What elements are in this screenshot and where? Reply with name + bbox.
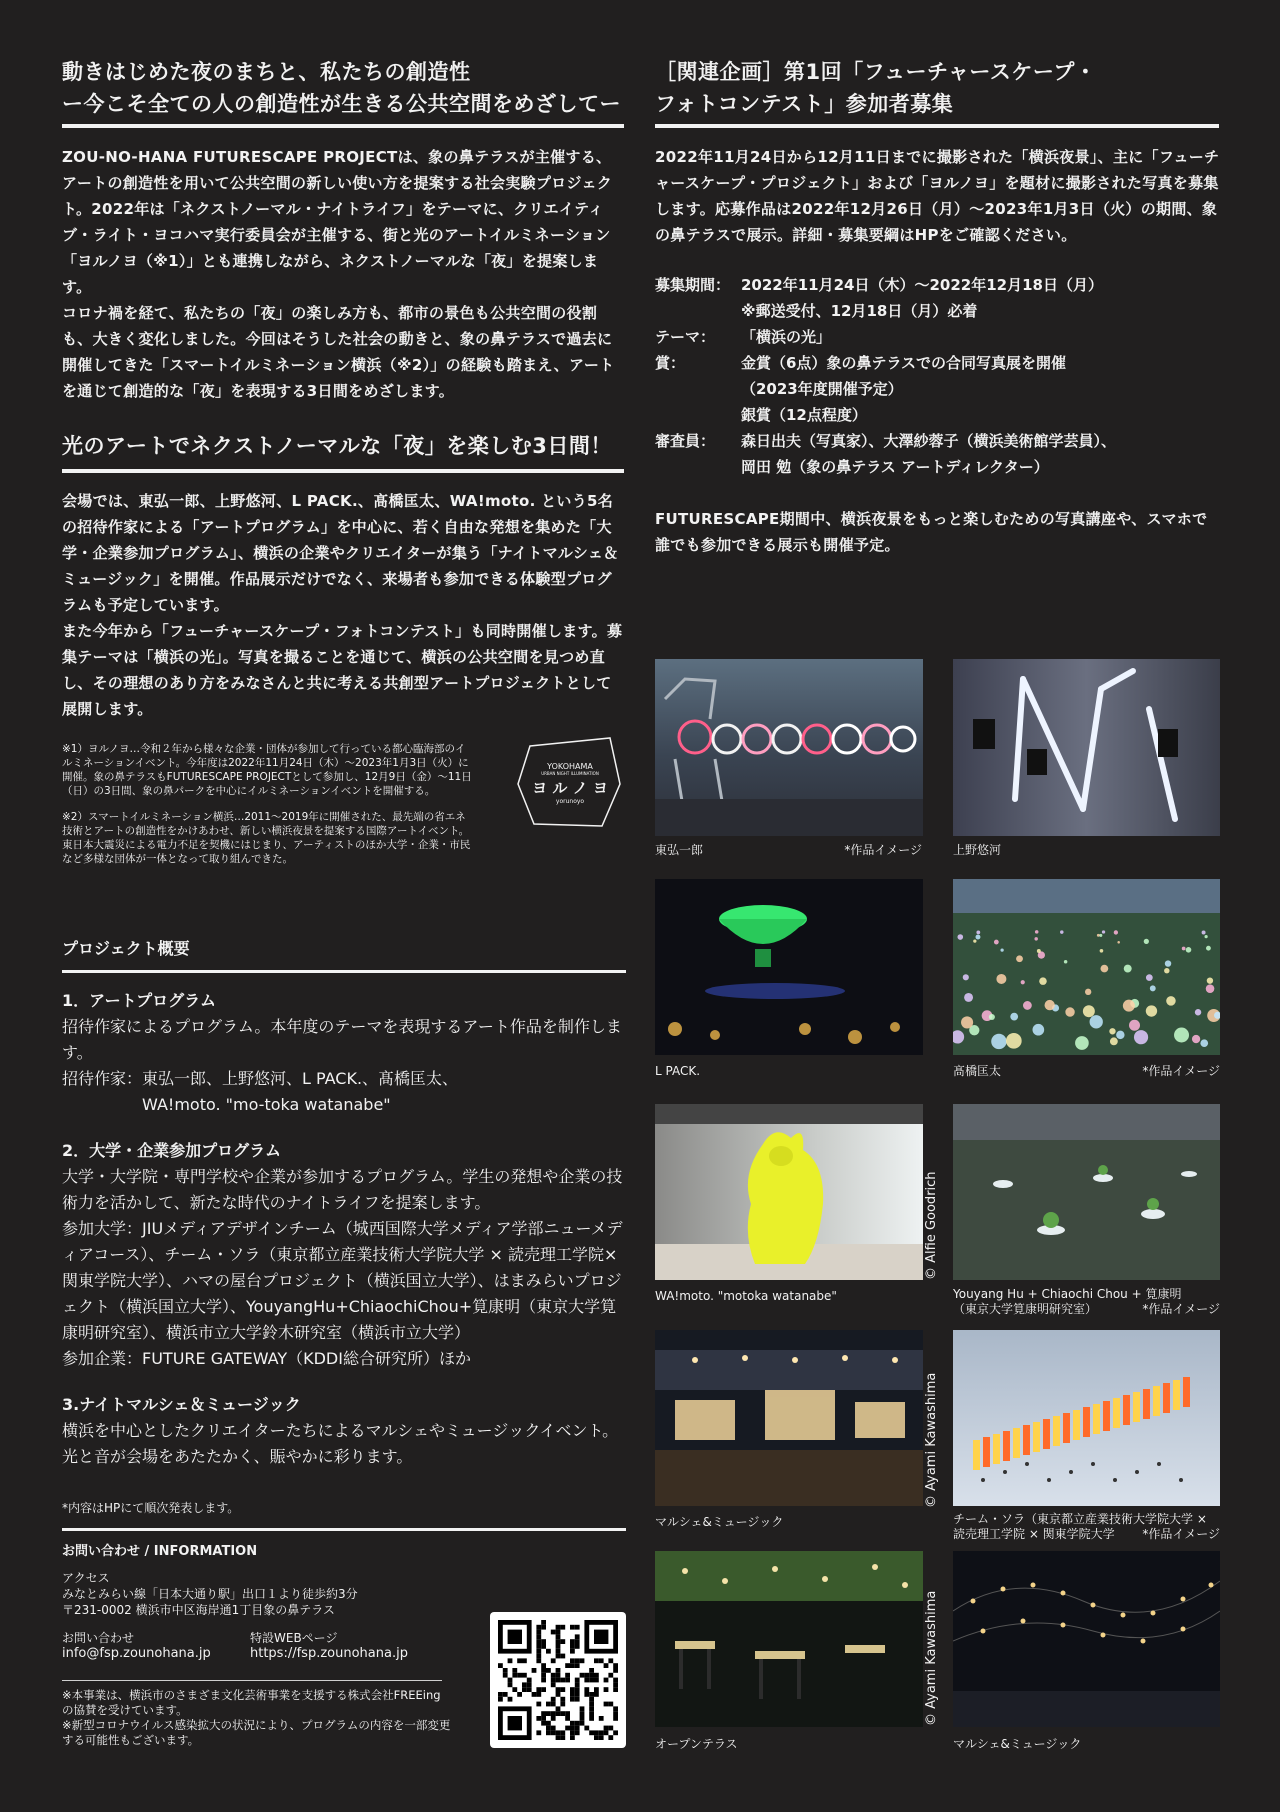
judges-value-2: 岡田 勉（象の鼻テラス アートディレクター） (741, 458, 1049, 476)
section-1-body: 招待作家によるプログラム。本年度のテーマを表現するアート作品を制作します。 (62, 1017, 622, 1062)
section-3-body: 横浜を中心としたクリエイターたちによるマルシェやミュージックイベント。光と音が会場をあたたかく、賑やかに彩ります。 (62, 1421, 619, 1466)
string-lights-image (953, 1551, 1220, 1727)
detail-prize (655, 350, 1221, 428)
photo-credit: © Ayami Kawashima (924, 1590, 939, 1726)
photo-caption: （東京大学筧康明研究室） (953, 1302, 1098, 1316)
qr-code[interactable] (490, 1612, 626, 1748)
photo-caption: オープンテラス (655, 1737, 738, 1751)
access-block (62, 1570, 482, 1618)
overview-title: プロジェクト概要 (62, 939, 190, 958)
footnote-sponsor: ※本事業は、横浜市のさまざま文化芸術事業を支援する株式会社FREEingの協賛を受けています。 (62, 1688, 441, 1717)
plant-pods-image (953, 1104, 1220, 1280)
photo-caption: マルシェ&ミュージック (953, 1737, 1082, 1751)
photo-caption: 東弘一郎 (655, 843, 704, 857)
light-field-image (953, 879, 1220, 1055)
program-text (62, 488, 626, 722)
program-paragraph-1: 会場では、東弘一郎、上野悠河、L PACK.、髙橋匡太、WA!moto. という5名の招待作家による「アートプログラム」を中心に、若く自由な発想を集めた「大学・企業参加プログラム」、横浜の企業やクリエイターが集う「ナイトマルシェ＆ミュージック」を開催。作品展示だけでなく、来場者も参加できる体験型プログラムも予定しています。 (62, 492, 619, 614)
photo-caption: WA!moto. "motoka watanabe" (655, 1289, 837, 1303)
footnote-covid: ※新型コロナウイルス感染拡大の状況により、プログラムの内容を一部変更する可能性もございます。 (62, 1718, 451, 1747)
notes (62, 742, 474, 878)
photo-lpack (655, 879, 923, 1055)
artists-line-1: 東弘一郎、上野悠河、L PACK.、髙橋匡太、 (142, 1069, 459, 1088)
contest-body: 2022年11月24日から12月11日までに撮影された「横浜夜景」、主に「フューチャースケープ・プロジェクト」および「ヨルノヨ」を題材に撮影された写真を募集します。応募作品は2022年12月26日（月）〜2023年1月3日（火）の期間、象の鼻テラスで展示。詳細・募集要綱はHPをご確認ください。 (655, 148, 1220, 244)
web-url[interactable]: https://fsp.zounohana.jp (250, 1646, 408, 1661)
intro-paragraph-2: コロナ禍を経て、私たちの「夜」の楽しみ方も、都市の景色も公共空間の役割も、大きく変化しました。今回はそうした社会の動きと、象の鼻テラスで過去に開催してきた「スマートイルミネーション横浜（※2）」の経験も踏まえ、アートを通じて創造的な「夜」を表現する3日間をめざします。 (62, 304, 615, 400)
detail-theme (655, 324, 1221, 350)
overview-sections (62, 988, 632, 1470)
section-2-body: 大学・大学院・専門学校や企業が参加するプログラム。学生の発想や企業の技術力を活かして、新たな時代のナイトライフを提案します。 (62, 1167, 623, 1212)
contact-label: お問い合わせ (62, 1631, 135, 1645)
photo-open-terrace (655, 1551, 923, 1727)
access-line-1: みなとみらい線「日本大通り駅」出口１より徒歩約3分 (62, 1587, 358, 1601)
divider (62, 124, 624, 128)
artists-list (142, 1066, 458, 1118)
section-1-artists (62, 1066, 632, 1118)
section-2-universities: 参加大学：JIUメディアデザインチーム（城西国際大学メディア学部ニューメディアコース）、チーム・ソラ（東京都立産業技術大学院大学 × 読売理工学院×関東学院大学）、ハマの屋台プロジェクト（横浜国立大学）、はまみらいプロジェクト（横浜国立大学）、YouyangHu+ChiaochiChou+筧康明（東京大学筧康明研究室）、横浜市立大学鈴木研究室（横浜市立大学） (62, 1219, 623, 1342)
open-terrace-image (655, 1551, 923, 1727)
detail-judges (655, 428, 1221, 480)
contest-heading (655, 56, 1225, 120)
theme-label: テーマ： (655, 328, 716, 346)
artists-line-2: WA!moto. "mo-toka watanabe" (142, 1095, 391, 1114)
photo-caption: 髙橋匡太 (953, 1064, 1002, 1078)
photo-note: *作品イメージ (844, 843, 922, 857)
main-heading-line2: ー今こそ全ての人の創造性が生きる公共空間をめざしてー (62, 92, 621, 116)
judges-values (741, 428, 1116, 480)
note-yorunoyo: ※1）ヨルノヨ…令和２年から様々な企業・団体が参加して行っている都心臨海部のイルミネーションイベント。今年度は2022年11月24日（木）〜2023年1月3日（火）に開催。象の鼻テラスもFUTURESCAPE PROJECTとして参加し、12月9日（金）〜11日（日）の3日間、象の鼻パークを中心にイルミネーションイベントを開催する。 (62, 743, 472, 797)
prize-values (741, 350, 1066, 428)
artists-label: 招待作家： (62, 1069, 143, 1088)
photo-credit: © Alfie Goodrich (924, 1171, 939, 1280)
contest-details (655, 272, 1221, 480)
access-label: アクセス (62, 1571, 110, 1585)
contest-closing: FUTURESCAPE期間中、横浜夜景をもっと楽しむための写真講座や、スマホで誰でも参加できる展示も開催予定。 (655, 510, 1208, 554)
contest-heading-line2: フォトコンテスト」参加者募集 (655, 92, 954, 116)
period-values (741, 272, 1103, 324)
photo-youyang (953, 1104, 1220, 1280)
yorunoyo-emblem (514, 732, 626, 832)
section-heading-3days: 光のアートでネクストノーマルな「夜」を楽しむ3日間！ (62, 434, 612, 458)
note-smart-illumination: ※2）スマートイルミネーション横浜…2011〜2019年に開催された、最先端の省エネ技術とアートの創造性をかけあわせ、新しい横浜夜景を提案する国際アートイベント。東日本大震災による電力不足を契機にはじまり、アーティストのほか大学・企業・市民など多様な団体が一体となって取り組んできた。 (62, 811, 471, 865)
photo-caption: 読売理工学院 × 関東学院大学 (953, 1527, 1115, 1541)
judges-value-1: 森日出夫（写真家）、大澤紗蓉子（横浜美術館学芸員）、 (741, 432, 1117, 450)
prize-value-1: 金賞（6点）象の鼻テラスでの合同写真展を開催 (741, 354, 1066, 372)
period-value-2: ※郵送受付、12月18日（月）必着 (741, 302, 978, 320)
section-1-title: 1．アートプログラム (62, 991, 217, 1010)
main-heading (62, 56, 632, 120)
emblem-sub: URBAN NIGHT ILLUMINATION (541, 771, 599, 776)
neon-tubes-image (953, 659, 1220, 836)
period-value-1: 2022年11月24日（木）〜2022年12月18日（月） (741, 276, 1103, 294)
theme-value: 「横浜の光」 (741, 328, 832, 346)
access-line-2: 〒231-0002 横浜市中区海岸通1丁目象の鼻テラス (62, 1603, 335, 1617)
photo-marche-2 (953, 1551, 1220, 1727)
photo-caption: マルシェ&ミュージック (655, 1515, 784, 1529)
contest-heading-line1: ［関連企画］第1回「フューチャースケープ・ (655, 60, 1097, 84)
divider (62, 970, 626, 973)
web-label: 特設WEBページ (250, 1631, 338, 1645)
info-title: お問い合わせ / INFORMATION (62, 1544, 258, 1559)
section-3-title: 3.ナイトマルシェ＆ミュージック (62, 1395, 301, 1414)
photo-caption: チーム・ソラ（東京都立産業技術大学院大学 × (953, 1512, 1207, 1526)
photo-note: *作品イメージ (1142, 1527, 1220, 1541)
glowing-bowl-image (655, 879, 923, 1055)
photo-team-sora (953, 1330, 1220, 1506)
photo-wamoto (655, 1104, 923, 1280)
photo-takahashi (953, 879, 1220, 1055)
web-block (250, 1630, 408, 1662)
emblem-main: ヨ ル ノ ヨ (532, 779, 608, 797)
light-installation-image (953, 1330, 1220, 1506)
prize-value-2: （2023年度開催予定） (741, 380, 903, 398)
photo-caption: L PACK. (655, 1064, 701, 1078)
prize-value-3: 銀賞（12点程度） (741, 406, 867, 424)
divider (62, 1680, 442, 1681)
photo-caption: Youyang Hu + Chiaochi Chou + 筧康明 (953, 1287, 1182, 1301)
judges-label: 審査員： (655, 432, 716, 450)
detail-period (655, 272, 1221, 324)
main-heading-line1: 動きはじめた夜のまちと、私たちの創造性 (62, 60, 471, 84)
divider (62, 469, 624, 473)
bicycle-wheels-image (655, 659, 923, 836)
photo-higashi (655, 659, 923, 836)
prize-label: 賞： (655, 354, 686, 372)
section-2-companies: 参加企業：FUTURE GATEWAY（KDDI総合研究所）ほか (62, 1349, 471, 1368)
divider (655, 124, 1219, 128)
qr-code-icon (490, 1612, 626, 1748)
contact-email[interactable]: info@fsp.zounohana.jp (62, 1646, 211, 1661)
announce-note: *内容はHPにて順次発表します。 (62, 1501, 240, 1515)
section-2-title: 2．大学・企業参加プログラム (62, 1141, 281, 1160)
contact-block (62, 1630, 211, 1662)
intro-text (62, 144, 626, 404)
intro-paragraph-1: ZOU-NO-HANA FUTURESCAPE PROJECTは、象の鼻テラスが主催する、アートの創造性を用いて公共空間の新しい使い方を提案する社会実験プロジェクト。2022年は「ネクストノーマル・ナイトライフ」をテーマに、クリエイティブ・ライト・ヨコハマ実行委員会が主催する、街と光のアートイルミネーション「ヨルノヨ（※1）」とも連携しながら、ネクストノーマルな「夜」を提案します。 (62, 148, 613, 296)
footnotes (62, 1688, 452, 1748)
program-paragraph-2: また今年から「フューチャースケープ・フォトコンテスト」も同時開催します。募集テーマは「横浜の光」。写真を撮ることを通じて、横浜の公共空間を見つめ直し、その理想のあり方をみなさんと共に考える共創型アートプロジェクトとして展開します。 (62, 622, 623, 718)
divider (62, 1528, 626, 1531)
period-label: 募集期間： (655, 276, 731, 294)
yellow-sculpture-image (655, 1104, 923, 1280)
photo-caption: 上野悠河 (953, 843, 1002, 857)
photo-marche (655, 1330, 923, 1506)
emblem-top: YOKOHAMA (547, 762, 593, 771)
photo-ueno (953, 659, 1220, 836)
photo-note: *作品イメージ (1142, 1302, 1220, 1316)
night-market-image (655, 1330, 923, 1506)
photo-credit: © Ayami Kawashima (924, 1372, 939, 1508)
photo-note: *作品イメージ (1142, 1064, 1220, 1078)
emblem-bottom: yorunoyo (555, 798, 585, 805)
